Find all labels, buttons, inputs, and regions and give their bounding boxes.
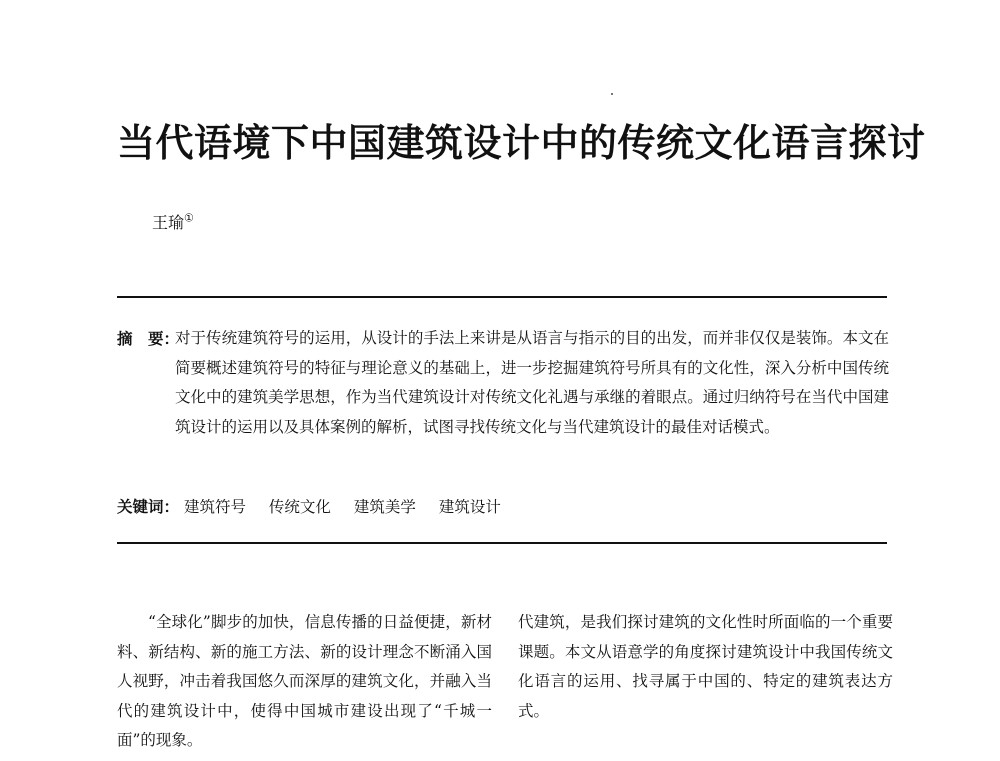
scan-speck bbox=[611, 93, 613, 95]
body-left-column: “全球化”脚步的加快，信息传播的日益便捷，新材料、新结构、新的施工方法、新的设计理念不断涌入国人视野，冲击着我国悠久而深厚的建筑文化，并融入当代的建筑设计中，使得中国城市建设出现了“千城一面”的现象。 bbox=[117, 613, 492, 749]
keyword-1: 建筑符号 bbox=[183, 498, 246, 516]
paper-title: 当代语境下中国建筑设计中的传统文化语言探讨 bbox=[117, 120, 926, 165]
keyword-2: 传统文化 bbox=[268, 498, 331, 516]
abstract-label: 摘 要： bbox=[117, 329, 180, 348]
bottom-rule bbox=[117, 542, 887, 544]
abstract-block bbox=[117, 324, 889, 442]
top-rule bbox=[117, 296, 887, 298]
author-name: 王瑜 bbox=[152, 213, 185, 232]
keywords-label: 关键词： bbox=[117, 497, 180, 516]
keywords-line bbox=[117, 495, 519, 517]
keyword-4: 建筑设计 bbox=[438, 498, 501, 516]
author-line bbox=[152, 210, 194, 233]
keyword-3: 建筑美学 bbox=[353, 498, 416, 516]
author-footnote-mark: ① bbox=[184, 211, 194, 225]
body-right-column: 代建筑，是我们探讨建筑的文化性时所面临的一个重要课题。本文从语意学的角度探讨建筑设计中我国传统文化语言的运用、找寻属于中国的、特定的建筑表达方式。 bbox=[518, 613, 893, 720]
abstract-text: 对于传统建筑符号的运用，从设计的手法上来讲是从语言与指示的目的出发，而并非仅仅是装饰。本文在简要概述建筑符号的特征与理论意义的基础上，进一步挖掘建筑符号所具有的文化性，深入分析中国传统文化中的建筑美学思想，作为当代建筑设计对传统文化礼遇与承继的着眼点。通过归纳符号在当代中国建筑设计的运用以及具体案例的解析，试图寻找传统文化与当代建筑设计的最佳对话模式。 bbox=[175, 329, 889, 436]
